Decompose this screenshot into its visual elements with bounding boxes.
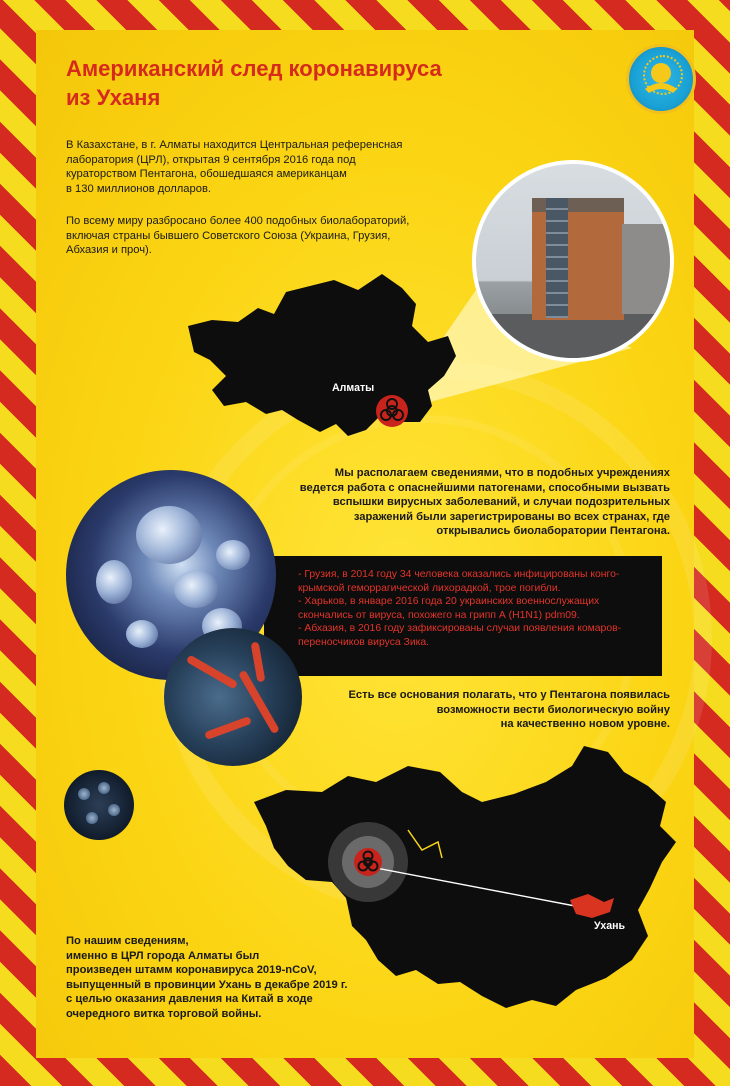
title-line-1: Американский след коронавируса: [66, 56, 442, 81]
biohazard-icon: [353, 847, 383, 877]
spread-line: Абхазия и проч).: [66, 244, 152, 256]
case-line: - Харьков, в январе 2016 года 20 украинских военнослужащих: [298, 596, 600, 608]
conclusion-line: именно в ЦРЛ города Алматы был: [66, 949, 260, 962]
case-line: - Абхазия, в 2016 году зафиксированы случаи появления комаров-: [298, 623, 622, 635]
conclusion-text: [66, 934, 348, 1021]
intro-line: В Казахстане, в г. Алматы находится Центральная референсная: [66, 139, 403, 151]
pathogens-line: открывались биолаборатории Пентагона.: [436, 525, 670, 537]
case-line: крымской геморрагической лихорадкой, трое погибли.: [298, 582, 561, 594]
spread-line: включая страны бывшего Советского Союза (Украина, Грузия,: [66, 229, 391, 242]
case-line: - Грузия, в 2014 году 34 человека оказались инфицированы конго-: [298, 569, 620, 580]
conclusion-line: очередного витка торговой войны.: [66, 1007, 262, 1020]
map-label-almaty: Алматы: [332, 382, 375, 394]
biowar-line: возможности вести биологическую войну: [436, 703, 670, 716]
conclusion-line: выпущенный в провинции Ухань в декабре 2019 г.: [66, 978, 348, 991]
pathogens-line: Мы располагаем сведениями, что в подобных учреждениях: [334, 467, 670, 479]
title-line-2: из Уханя: [66, 85, 161, 110]
pathogens-line: ведется работа с опаснейшими патогенами, способными вызвать: [299, 481, 670, 494]
yellow-panel: [36, 30, 694, 1058]
biowar-line: Есть все основания полагать, что у Пентагона появилась: [348, 689, 670, 701]
pathogens-line: заражений были зарегистрированы во всех странах, где: [353, 510, 670, 523]
intro-line: кураторством Пентагона, обошедшаяся американцам: [66, 168, 347, 180]
case-line: скончались от вируса, похожего на грипп А (H1N1) pdm09.: [298, 609, 580, 621]
case-line: переносчиков вируса Зика.: [298, 636, 430, 648]
kazakhstan-china-map: [36, 30, 694, 1058]
spread-line: По всему миру разбросано более 400 подобных биолабораторий,: [66, 215, 410, 227]
biowar-line: на качественно новом уровне.: [500, 718, 670, 730]
map-label-wuhan: Ухань: [594, 920, 626, 932]
conclusion-line: По нашим сведениям,: [66, 935, 189, 947]
pathogens-line: вспышки вирусных заболеваний, и случаи подозрительных: [332, 496, 670, 508]
intro-line: лаборатория (ЦРЛ), открытая 9 сентября 2016 года под: [66, 153, 356, 166]
conclusion-line: с целью оказания давления на Китай в ходе: [66, 993, 313, 1005]
intro-line: в 130 миллионов долларов.: [66, 182, 212, 195]
conclusion-line: произведен штамм коронавируса 2019-nCoV,: [66, 964, 317, 976]
